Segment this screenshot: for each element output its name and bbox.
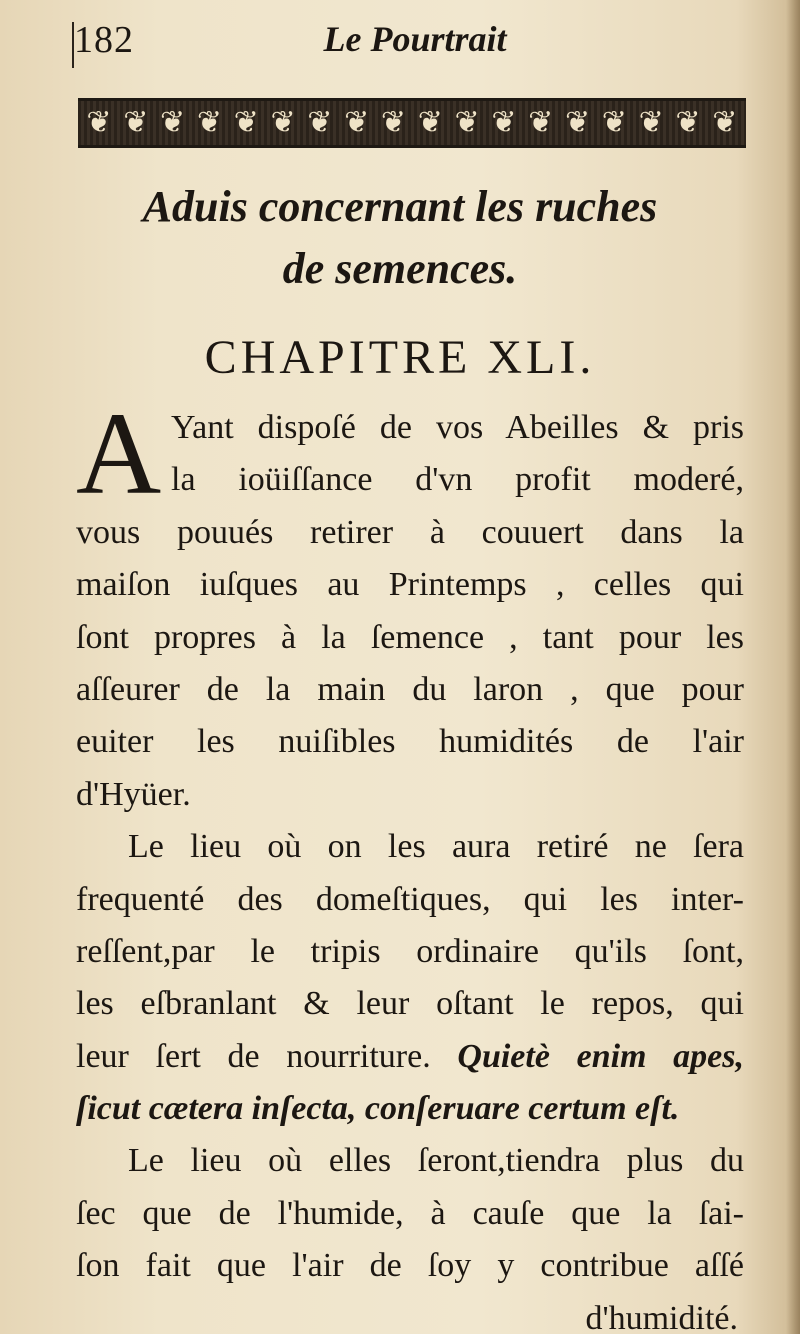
text-line: vous pouués retirer à couuert dans la	[76, 513, 744, 551]
fleuron-icon: ❦	[307, 106, 333, 139]
text-line: d'Hyüer.	[76, 775, 191, 813]
running-head: Le Pourtrait	[323, 19, 507, 59]
fleuron-icon: ❦	[196, 106, 222, 139]
page-number: 182	[74, 19, 134, 61]
fleuron-icon: ❦	[344, 106, 370, 139]
text-line: maiſon iuſques au Printemps , celles qui	[76, 566, 744, 604]
fleuron-icon: ❦	[233, 106, 259, 139]
body-text	[76, 388, 744, 1334]
section-title-line: Aduis concernant les ruches	[142, 182, 658, 231]
chapter-heading: CHAPITRE XLI.	[204, 331, 596, 384]
fleuron-icon: ❦	[380, 106, 407, 139]
fleuron-icon: ❦	[601, 106, 627, 139]
fleuron-icon: ❦	[123, 106, 149, 139]
latin-quotation: Quietè enim apes,	[457, 1037, 744, 1075]
fleuron-icon: ❦	[491, 106, 517, 139]
text-line: frequenté des domeſtiques, qui les inter-	[76, 880, 744, 918]
text-line: la ioüiſſance d'vn profit moderé,	[171, 461, 744, 499]
fleuron-icon: ❦	[454, 106, 480, 139]
fleuron-icon: ❦	[528, 106, 554, 139]
decorative-ornament-band	[78, 98, 746, 148]
text-line: les eſbranlant & leur oſtant le repos, qui	[76, 985, 744, 1023]
fleuron-icon: ❦	[675, 106, 701, 139]
fleuron-icon: ❦	[564, 106, 591, 139]
drop-cap: A	[76, 388, 162, 519]
fleuron-icon: ❦	[638, 106, 664, 139]
text-line: aſſeurer de la main du laron , que pour	[76, 670, 744, 708]
latin-quotation-line: ſicut cætera inſecta, conſeruare certum eſt.	[76, 1090, 680, 1128]
fleuron-icon: ❦	[86, 106, 112, 139]
text-line: Le lieu où elles ſeront,tiendra plus du	[128, 1142, 744, 1180]
text-line: ſon fait que l'air de ſoy y contribue aſſé	[76, 1247, 744, 1285]
text-segment: leur ſert de nourriture.	[76, 1037, 431, 1075]
section-title-line: de semences.	[282, 244, 518, 293]
text-line: Le lieu où on les aura retiré ne ſera	[128, 828, 744, 866]
text-line: d'humidité.	[585, 1299, 738, 1334]
text-line: ſec que de l'humide, à cauſe que la ſai-	[76, 1194, 744, 1232]
text-line: euiter les nuiſibles humidités de l'air	[76, 723, 744, 761]
fleuron-icon: ❦	[270, 106, 296, 139]
text-line: Yant dispoſé de vos Abeilles & pris	[171, 409, 744, 446]
page-edge-shadow	[786, 0, 800, 1334]
text-line	[76, 1031, 744, 1083]
fleuron-icon: ❦	[712, 106, 738, 139]
fleuron-icon: ❦	[417, 106, 443, 139]
text-line: reſſent,par le tripis ordinaire qu'ils ſont,	[76, 932, 744, 970]
text-line: ſont propres à la ſemence , tant pour les	[76, 618, 744, 656]
section-title	[90, 176, 710, 300]
fleuron-icon: ❦	[160, 106, 186, 139]
